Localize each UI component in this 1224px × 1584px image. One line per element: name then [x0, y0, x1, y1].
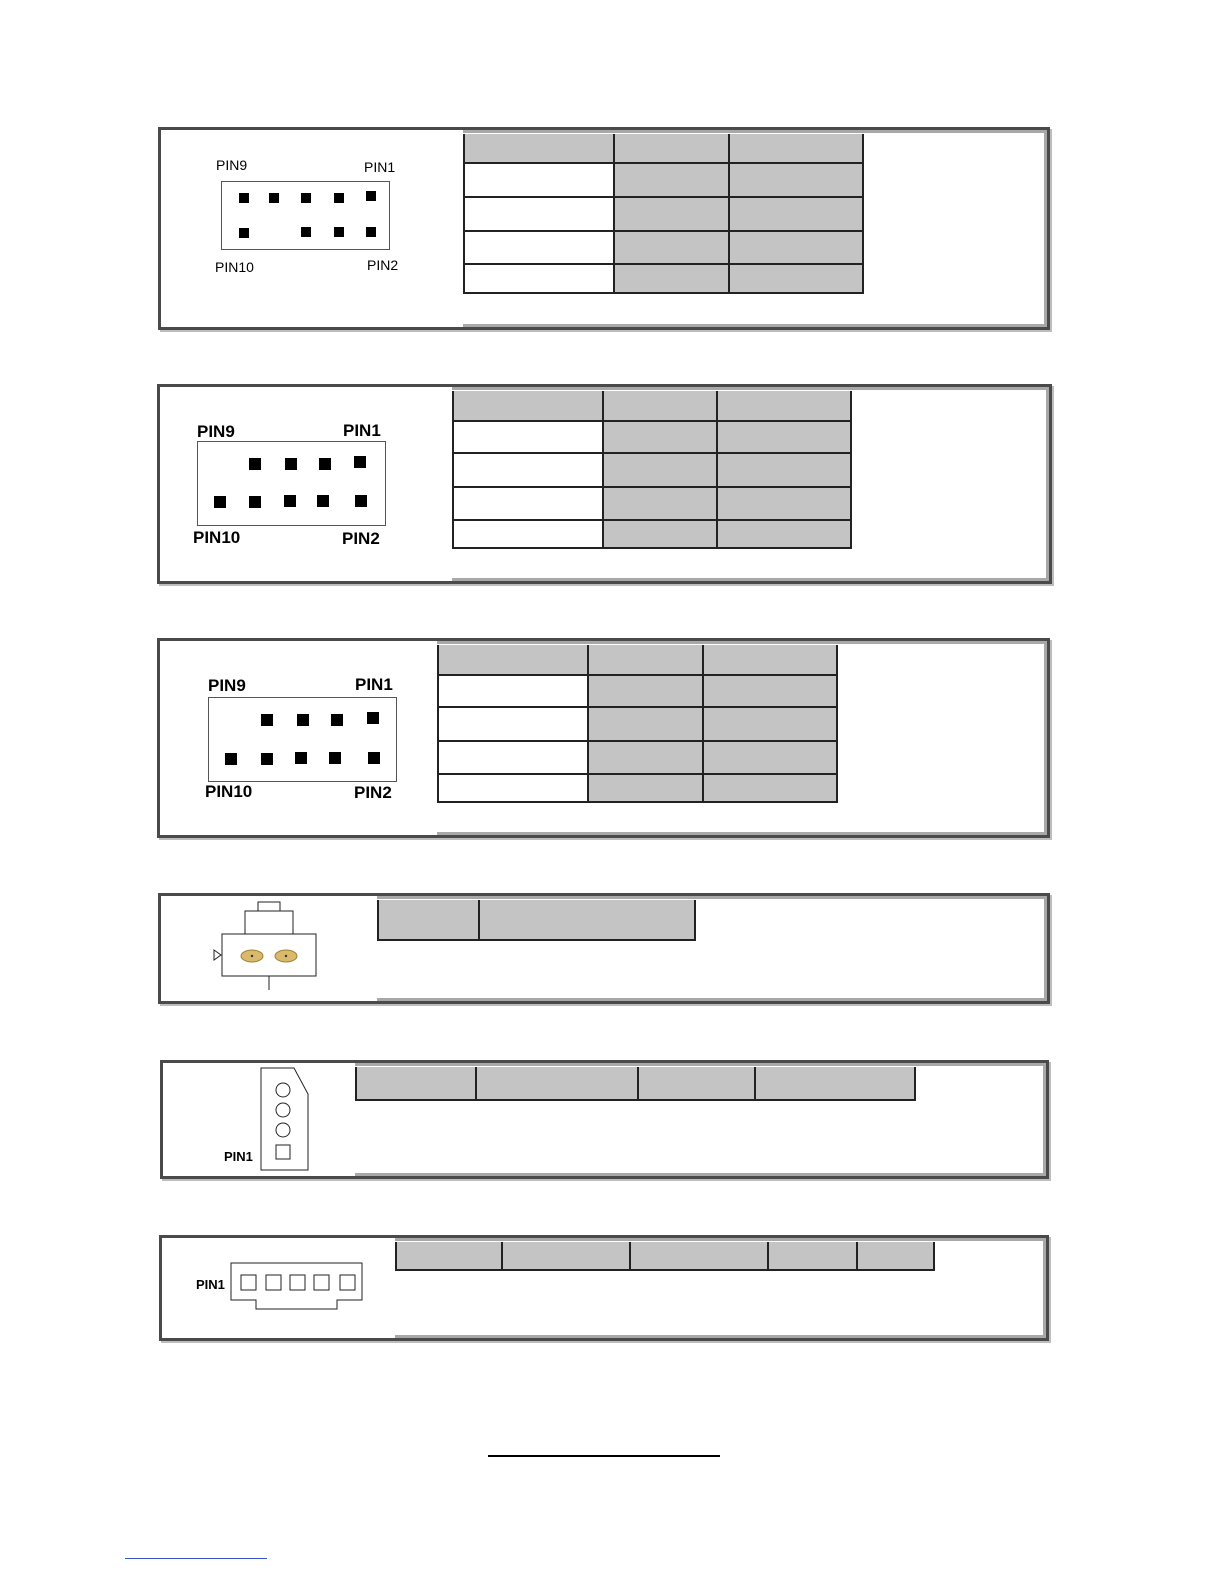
pin9-label: PIN9	[197, 422, 235, 441]
pin	[214, 496, 226, 508]
connector-block-1	[158, 127, 1050, 330]
pin	[334, 193, 344, 203]
pin-header-diagram-1	[161, 130, 463, 327]
pin	[239, 193, 249, 203]
pin	[249, 458, 261, 470]
fan-connector-icon	[163, 1063, 355, 1176]
pin	[261, 753, 273, 765]
two-pin-connector-icon	[161, 896, 377, 1001]
pin	[295, 752, 307, 764]
pin-header-outline	[197, 441, 386, 526]
pin	[355, 495, 367, 507]
pin1-label: PIN1	[196, 1277, 225, 1292]
pin-assignment-table-3	[437, 645, 838, 803]
pin-assignment-table-5	[355, 1067, 916, 1101]
connector-block-2	[157, 384, 1052, 584]
pin9-label: PIN9	[208, 676, 246, 695]
pin	[225, 753, 237, 765]
pin-header-outline	[221, 181, 390, 250]
pin	[317, 495, 329, 507]
pin-assignment-table-1	[463, 134, 864, 294]
pin	[239, 228, 249, 238]
pin	[366, 191, 376, 201]
pin2-label: PIN2	[354, 783, 392, 802]
pin	[301, 193, 311, 203]
pin	[285, 458, 297, 470]
pin	[319, 458, 331, 470]
pin	[334, 227, 344, 237]
pin	[297, 714, 309, 726]
pin-assignment-table-2	[452, 391, 852, 549]
pin9-label: PIN9	[216, 157, 248, 173]
pin	[366, 227, 376, 237]
connector-block-5	[160, 1060, 1049, 1179]
fan-connector-diagram	[163, 1063, 355, 1176]
pin10-label: PIN10	[205, 782, 253, 801]
pin	[331, 714, 343, 726]
pin	[249, 496, 261, 508]
pin1-label: PIN1	[343, 421, 381, 440]
pin2-label: PIN2	[342, 529, 380, 548]
pin10-label: PIN10	[215, 259, 254, 275]
pin	[261, 714, 273, 726]
pin-header-diagram-2	[160, 387, 452, 581]
connector-block-3	[157, 638, 1050, 838]
footer-link-underline	[125, 1558, 267, 1559]
connector-block-4	[158, 893, 1050, 1004]
pin1-label: PIN1	[364, 159, 396, 175]
pin	[354, 456, 366, 468]
pin	[301, 227, 311, 237]
pin1-label: PIN1	[355, 675, 393, 694]
pin	[269, 193, 279, 203]
pin-header-outline	[208, 697, 397, 782]
pin1-label: PIN1	[224, 1149, 253, 1164]
connector-block-6	[159, 1235, 1049, 1341]
two-pin-connector-diagram	[161, 896, 377, 1001]
five-pin-connector-diagram	[162, 1238, 395, 1338]
footer-rule	[488, 1455, 720, 1457]
pin-assignment-table-6	[395, 1242, 935, 1271]
pin	[284, 495, 296, 507]
pin	[329, 752, 341, 764]
pin	[368, 752, 380, 764]
pin-assignment-table-4	[377, 900, 696, 941]
pin-header-diagram-3	[160, 641, 437, 835]
pin2-label: PIN2	[367, 257, 399, 273]
pin10-label: PIN10	[193, 528, 241, 547]
pin	[367, 712, 379, 724]
